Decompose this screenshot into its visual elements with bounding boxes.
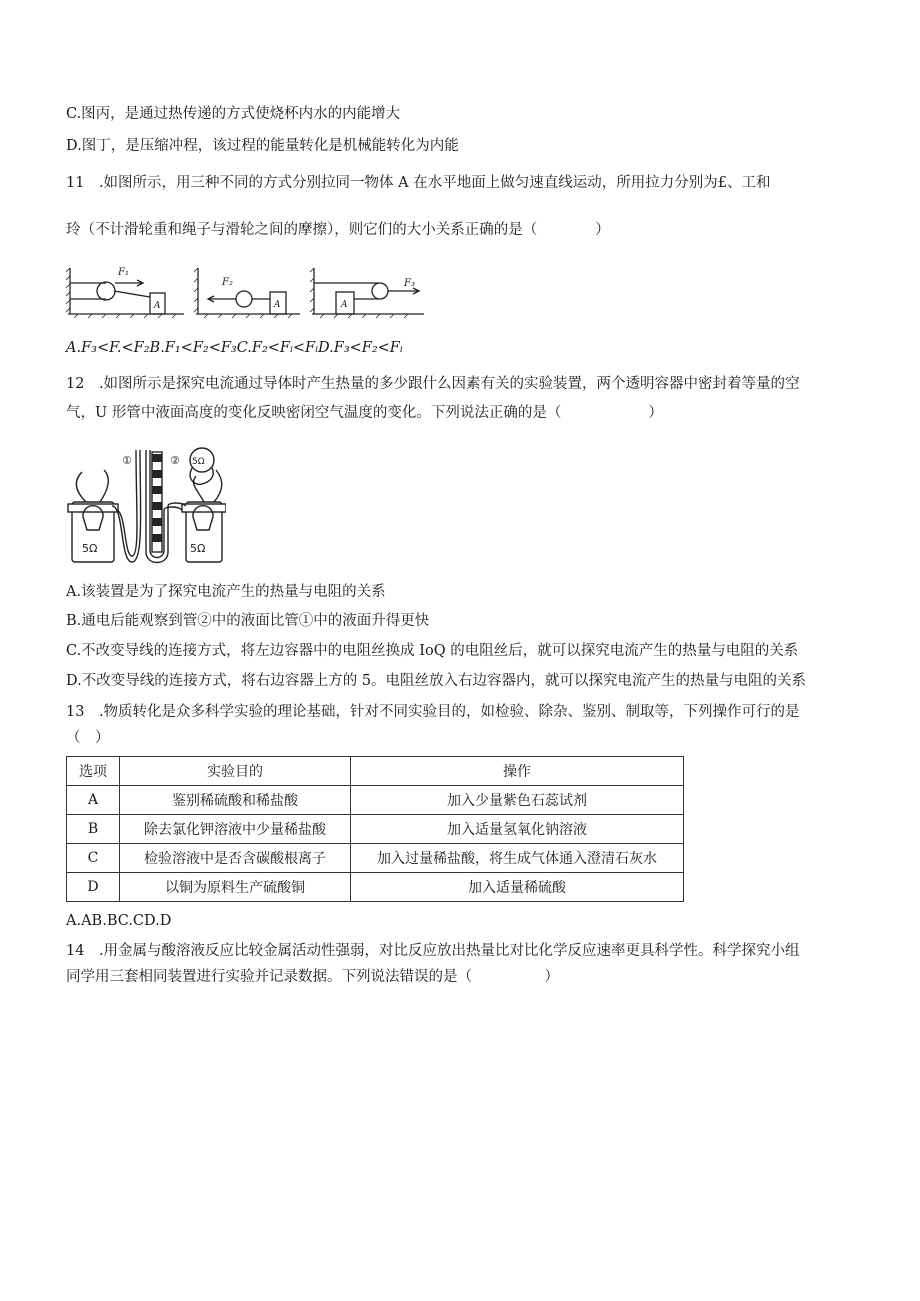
block-a-1: A [154,301,161,311]
table-header: 选项 [67,757,120,786]
table-row [67,844,684,873]
resistor-left-label: 5Ω [82,542,98,555]
tube-label-1: ① [122,454,132,467]
label-f3: F₃ [404,278,415,289]
label-f2: F₂ [222,277,233,288]
q12-option-d: D.不改变导线的连接方式，将右边容器上方的 5。电阻丝放入右边容器内，就可以探究电流产生的热量与电阻的关系 [66,673,807,689]
tube-label-2: ② [170,454,180,467]
table-cell: 加入少量紫色石蕊试剂 [351,786,684,815]
q13-options: A.AB.BC.CD.D [66,913,172,929]
q13-options-table [66,756,684,902]
table-cell: 除去氯化钾溶液中少量稀盐酸 [120,815,351,844]
table-cell: 以铜为原料生产硫酸铜 [120,873,351,902]
table-cell: 检验溶液中是否含碳酸根离子 [120,844,351,873]
q11-stem-line1: 11 .如图所示，用三种不同的方式分别拉同一物体 A 在水平地面上做匀速直线运动，所用拉力分别为£、工和 [66,175,771,191]
resistor-top-label: 5Ω [192,457,205,467]
q11-stem-line2: 玲（不计滑轮重和绳子与滑轮之间的摩擦），则它们的大小关系正确的是（ ） [66,222,610,238]
q14-stem-line2: 同学用三套相同装置进行实验并记录数据。下列说法错误的是（ ） [66,969,559,985]
table-header: 操作 [351,757,684,786]
pulley-setup-3 [310,268,424,318]
table-header: 实验目的 [120,757,351,786]
resistor-right-label: 5Ω [190,542,206,555]
table-cell: 加入适量稀硫酸 [351,873,684,902]
q10-option-c: C.图丙，是通过热传递的方式使烧杯内水的内能增大 [66,106,401,122]
table-header-row [67,757,684,786]
q10-option-d: D.图丁，是压缩冲程，该过程的能量转化是机械能转化为内能 [66,138,459,154]
label-f1: F₁ [118,267,129,278]
q12-option-a: A.该装置是为了探究电流产生的热量与电阻的关系 [66,584,386,600]
table-cell: A [67,786,120,815]
q12-apparatus-figure [64,440,226,570]
table-row [67,786,684,815]
q12-stem-line1: 12 .如图所示是探究电流通过导体时产生热量的多少跟什么因素有关的实验装置，两个透明容器中密封着等量的空 [66,376,800,392]
q12-stem-line2: 气，U 形管中液面高度的变化反映密闭空气温度的变化。下列说法正确的是（ ） [66,405,663,421]
q13-stem-line1: 13 .物质转化是众多科学实验的理论基础，针对不同实验目的，如检验、除杂、鉴别、制取等，下列操作可行的是 [66,704,800,720]
table-cell: C [67,844,120,873]
table-cell: D [67,873,120,902]
q11-pulley-figure [66,262,426,320]
block-a-2: A [274,300,281,310]
table-row [67,873,684,902]
table-cell: 鉴别稀硫酸和稀盐酸 [120,786,351,815]
q12-option-b: B.通电后能观察到管②中的液面比管①中的液面升得更快 [66,613,430,629]
pulley-setup-2 [194,268,300,318]
table-cell: B [67,815,120,844]
q11-options: A.F₃<F.<F₂B.F₁<F₂<F₃C.F₂<Fᵢ<FᵢD.F₃<F₂<Fᵢ [66,340,403,356]
q14-stem-line1: 14 .用金属与酸溶液反应比较金属活动性强弱，对比反应放出热量比对比化学反应速率更具科学性。科学探究小组 [66,943,800,959]
table-cell: 加入适量氢氧化钠溶液 [351,815,684,844]
table-cell: 加入过量稀盐酸，将生成气体通入澄清石灰水 [351,844,684,873]
table-row [67,815,684,844]
q13-stem-line2: （ ） [66,730,110,746]
q12-option-c: C.不改变导线的连接方式，将左边容器中的电阻丝换成 IoQ 的电阻丝后，就可以探究电流产生的热量与电阻的关系 [66,643,799,659]
block-a-3: A [341,300,348,310]
